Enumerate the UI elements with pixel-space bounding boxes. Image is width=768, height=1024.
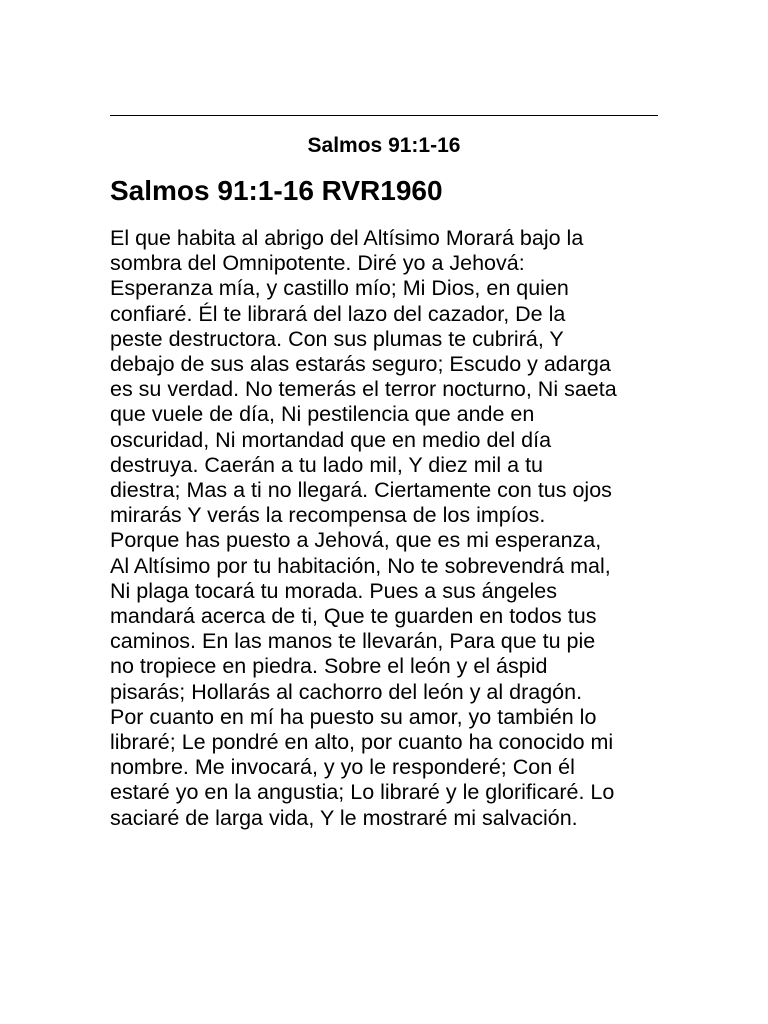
passage-line: oscuridad, Ni mortandad que en medio del día [110,427,552,452]
passage-line: El que habita al abrigo del Altísimo Morará bajo la [110,226,584,250]
passage-line: mandará acerca de ti, Que te guarden en todos tus [110,604,597,629]
passage-line: Porque has puesto a Jehová, que es mi esperanza, [110,528,602,553]
passage-line: peste destructora. Con sus plumas te cubrirá, Y [110,326,564,351]
passage-line: confiaré. Él te librará del lazo del cazador, De la [110,301,566,326]
passage-line: nombre. Me invocará, y yo le responderé; Con él [110,755,575,780]
passage-line: no tropiece en piedra. Sobre el león y el áspid [110,654,548,679]
passage-line: caminos. En las manos te llevarán, Para que tu pie [110,629,596,654]
passage-line: Ni plaga tocará tu morada. Pues a sus ángeles [110,578,557,603]
top-divider [110,115,658,116]
passage-line: destruya. Caerán a tu lado mil, Y diez mil a tu [110,452,544,477]
passage-line: mirarás Y verás la recompensa de los impíos. [110,503,546,528]
passage-line: sombra del Omnipotente. Diré yo a Jehová: [110,251,525,276]
header-title: Salmos 91:1-16 [307,134,461,157]
passage-line: Al Altísimo por tu habitación, No te sobrevendrá mal, [110,553,611,578]
passage-line: saciaré de larga vida, Y le mostraré mi salvación. [110,805,578,830]
passage-line: libraré; Le pondré en alto, por cuanto ha conocido mi [110,730,614,755]
passage-line: Esperanza mía, y castillo mío; Mi Dios, en quien [110,276,569,301]
passage-line: debajo de sus alas estarás seguro; Escudo y adarga [110,352,611,377]
passage-line: Por cuanto en mí ha puesto su amor, yo también lo [110,704,597,729]
passage-line: que vuele de día, Ni pestilencia que ande en [110,402,535,427]
passage-line: es su verdad. No temerás el terror nocturno, Ni saeta [110,377,617,402]
document-title: Salmos 91:1-16 RVR1960 [110,175,443,206]
passage-text [110,226,670,831]
passage-line: diestra; Mas a ti no llegará. Ciertamente con tus ojos [110,478,612,503]
passage-line: estaré yo en la angustia; Lo libraré y le glorificaré. Lo [110,780,615,805]
passage-line: pisarás; Hollarás al cachorro del león y al dragón. [110,679,583,704]
